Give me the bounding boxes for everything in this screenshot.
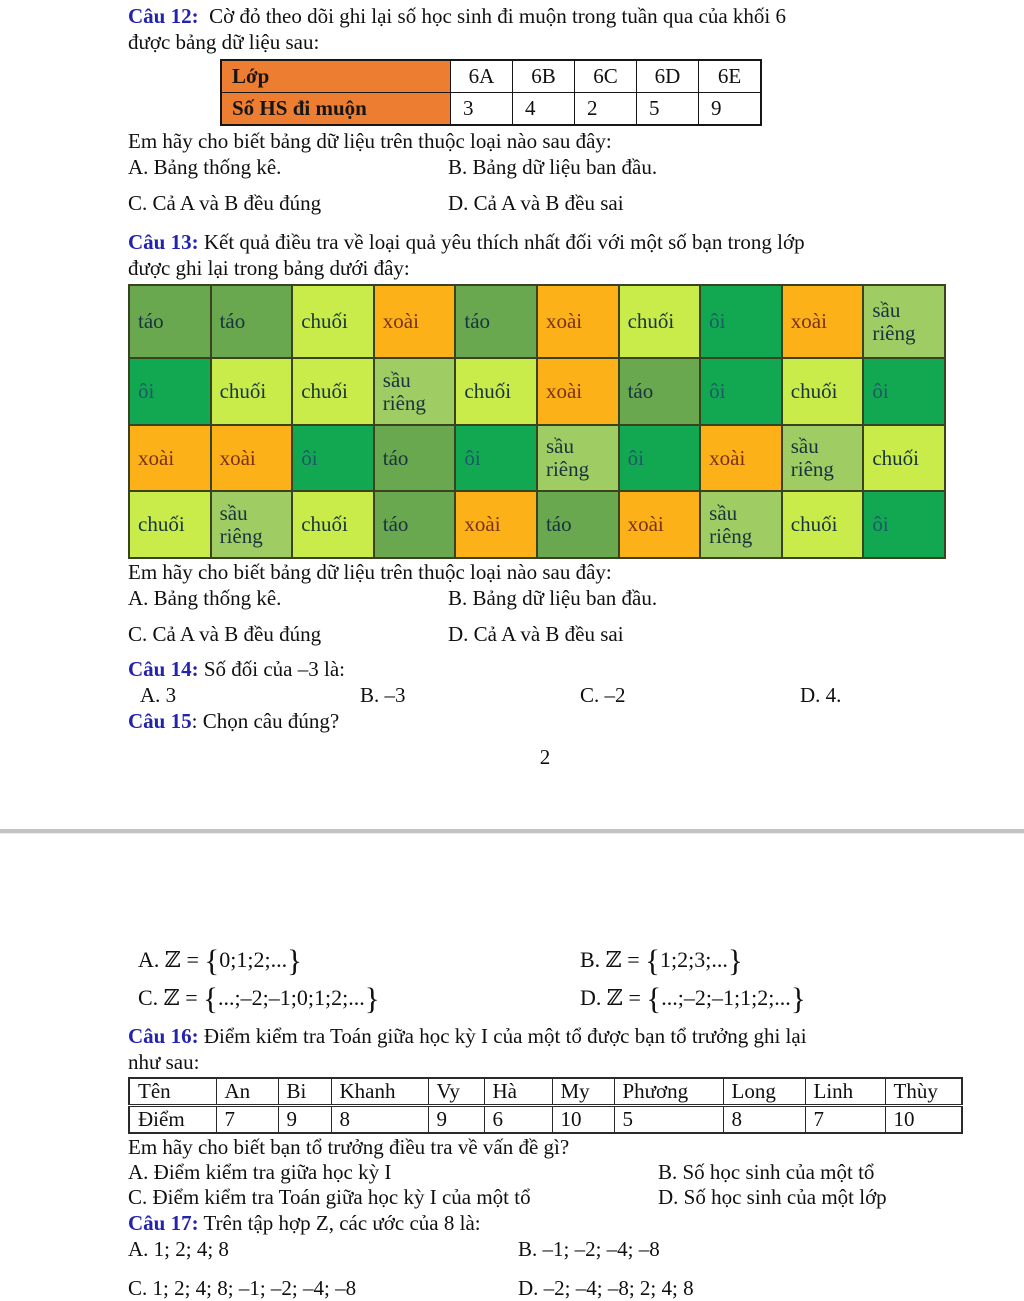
fruit-cell-xoai: xoài <box>455 491 537 558</box>
q12-value-cell: 6B <box>513 60 575 93</box>
q16-title-line1 <box>128 1023 962 1049</box>
fruit-cell-oi: ôi <box>863 358 945 425</box>
q16-score-header-cell: Điểm <box>129 1106 216 1134</box>
q16-name-cell: Vy <box>428 1078 484 1106</box>
fruit-cell-sau: sầu riêng <box>374 358 456 425</box>
q12-value-cell: 6E <box>699 60 762 93</box>
answer-option: C. –2 <box>580 683 626 707</box>
answer-option: A. Bảng thống kê. <box>128 155 282 179</box>
q12-label: Câu 12: <box>128 4 199 28</box>
q14-text: Số đối của –3 là: <box>203 657 345 681</box>
fruit-cell-tao: táo <box>211 285 293 358</box>
answer-option: D. –2; –4; –8; 2; 4; 8 <box>518 1276 694 1300</box>
answer-option: B. Số học sinh của một tổ <box>658 1160 875 1184</box>
answer-option-set: B. ℤ = {1;2;3;...} <box>580 943 743 978</box>
q16-score-cell: 9 <box>278 1106 331 1134</box>
fruit-cell-oi: ôi <box>129 358 211 425</box>
answer-option: B. Bảng dữ liệu ban đầu. <box>448 586 658 610</box>
fruit-cell-sau: sầu riêng <box>537 425 619 491</box>
q12-value-cell: 6D <box>637 60 699 93</box>
page-number: 2 <box>539 745 551 769</box>
q12-value-cell: 9 <box>699 93 762 126</box>
answer-option-set: A. ℤ = {0;1;2;...} <box>138 943 302 978</box>
fruit-cell-sau: sầu riêng <box>211 491 293 558</box>
answer-option: A. Điểm kiểm tra giữa học kỳ I <box>128 1160 392 1184</box>
q15-label: Câu 15 <box>128 709 192 733</box>
q16-score-cell: 7 <box>805 1106 885 1134</box>
fruit-cell-chuoi: chuối <box>211 358 293 425</box>
fruit-cell-chuoi: chuối <box>129 491 211 558</box>
fruit-cell-oi: ôi <box>700 358 782 425</box>
fruit-cell-xoai: xoài <box>374 285 456 358</box>
q16-label: Câu 16: <box>128 1024 199 1048</box>
fruit-cell-chuoi: chuối <box>292 491 374 558</box>
fruit-cell-oi: ôi <box>863 491 945 558</box>
q13-prompt: Em hãy cho biết bảng dữ liệu trên thuộc loại nào sau đây: <box>128 560 612 584</box>
q16-options <box>128 1160 962 1210</box>
fruit-cell-oi: ôi <box>619 425 701 491</box>
fruit-cell-xoai: xoài <box>619 491 701 558</box>
fruit-cell-tao: táo <box>537 491 619 558</box>
q16-name-cell: Bi <box>278 1078 331 1106</box>
q13-title-text: Kết quả điều tra về loại quả yêu thích nhất đối với một số bạn trong lớp <box>203 230 805 254</box>
q16-score-cell: 9 <box>428 1106 484 1134</box>
q17-title <box>128 1210 962 1236</box>
fruit-cell-sau: sầu riêng <box>782 425 864 491</box>
answer-option: A. 3 <box>140 683 177 707</box>
fruit-cell-chuoi: chuối <box>619 285 701 358</box>
answer-option: C. Cả A và B đều đúng <box>128 622 322 646</box>
answer-option: D. Số học sinh của một lớp <box>658 1185 887 1209</box>
q17-label: Câu 17: <box>128 1211 199 1235</box>
q16-prompt: Em hãy cho biết bạn tổ trưởng điều tra về vấn đề gì? <box>128 1135 570 1159</box>
answer-option: B. –3 <box>360 683 406 707</box>
q16-name-cell: Khanh <box>331 1078 428 1106</box>
q16-name-cell: Thùy <box>885 1078 962 1106</box>
q16-name-cell: An <box>216 1078 278 1106</box>
fruit-cell-oi: ôi <box>292 425 374 491</box>
fruit-cell-xoai: xoài <box>211 425 293 491</box>
q12-value-cell: 5 <box>637 93 699 126</box>
q12-row-header-cell: Lớp <box>221 60 451 93</box>
page3-content <box>0 938 1024 1301</box>
q16-name-header-cell: Tên <box>129 1078 216 1106</box>
fruit-cell-tao: táo <box>129 285 211 358</box>
q13-title-line1 <box>128 229 962 255</box>
q17-options <box>128 1236 962 1301</box>
q16-score-cell: 7 <box>216 1106 278 1134</box>
answer-option: D. Cả A và B đều sai <box>448 191 624 215</box>
q12-prompt: Em hãy cho biết bảng dữ liệu trên thuộc loại nào sau đây: <box>128 129 612 153</box>
q12-value-cell: 2 <box>575 93 637 126</box>
q15-title <box>128 708 962 734</box>
q12-table <box>220 59 762 126</box>
q12-title-line2: được bảng dữ liệu sau: <box>128 30 320 54</box>
q12-title-text: Cờ đỏ theo dõi ghi lại số học sinh đi muộn trong tuần qua của khối 6 <box>209 4 786 28</box>
answer-option: A. 1; 2; 4; 8 <box>128 1237 229 1261</box>
answer-option: B. –1; –2; –4; –8 <box>518 1237 660 1261</box>
q16-score-cell: 8 <box>331 1106 428 1134</box>
fruit-cell-sau: sầu riêng <box>863 285 945 358</box>
q15-options <box>128 945 962 1014</box>
q17-text: Trên tập hợp Z, các ước của 8 là: <box>203 1211 481 1235</box>
answer-option-set: C. ℤ = {...;–2;–1;0;1;2;...} <box>138 981 380 1016</box>
fruit-table <box>128 284 946 559</box>
answer-option-set: D. ℤ = {...;–2;–1;1;2;...} <box>580 981 806 1016</box>
q12-value-cell: 4 <box>513 93 575 126</box>
q12-options <box>128 154 962 216</box>
fruit-cell-chuoi: chuối <box>292 358 374 425</box>
q16-score-cell: 6 <box>484 1106 552 1134</box>
answer-option: C. Cả A và B đều đúng <box>128 191 322 215</box>
fruit-cell-chuoi: chuối <box>782 491 864 558</box>
q13-title-line2: được ghi lại trong bảng dưới đây: <box>128 256 410 280</box>
fruit-cell-xoai: xoài <box>782 285 864 358</box>
q15-text: : Chọn câu đúng? <box>191 709 340 733</box>
fruit-cell-oi: ôi <box>455 425 537 491</box>
q16-name-cell: My <box>552 1078 614 1106</box>
q16-name-cell: Long <box>723 1078 805 1106</box>
q16-score-cell: 5 <box>614 1106 723 1134</box>
fruit-cell-xoai: xoài <box>537 285 619 358</box>
fruit-cell-chuoi: chuối <box>455 358 537 425</box>
fruit-cell-chuoi: chuối <box>863 425 945 491</box>
page2-content <box>128 0 962 770</box>
fruit-cell-tao: táo <box>374 491 456 558</box>
fruit-cell-chuoi: chuối <box>292 285 374 358</box>
q13-options <box>128 585 962 647</box>
fruit-cell-xoai: xoài <box>700 425 782 491</box>
q16-name-cell: Phương <box>614 1078 723 1106</box>
q16-score-cell: 10 <box>552 1106 614 1134</box>
q12-value-cell: 6A <box>451 60 513 93</box>
q12-row-header-cell: Số HS đi muộn <box>221 93 451 126</box>
q13-label: Câu 13: <box>128 230 199 254</box>
q14-title <box>128 656 962 682</box>
q16-name-cell: Linh <box>805 1078 885 1106</box>
answer-option: B. Bảng dữ liệu ban đầu. <box>448 155 658 179</box>
q12-title-line1 <box>128 3 962 29</box>
fruit-cell-tao: táo <box>619 358 701 425</box>
fruit-cell-xoai: xoài <box>129 425 211 491</box>
q16-table <box>128 1077 963 1134</box>
page-break-divider <box>0 829 1024 834</box>
q16-score-cell: 8 <box>723 1106 805 1134</box>
q12-value-cell: 3 <box>451 93 513 126</box>
q16-score-cell: 10 <box>885 1106 962 1134</box>
fruit-cell-tao: táo <box>455 285 537 358</box>
q16-title-text: Điểm kiểm tra Toán giữa học kỳ I của một tổ được bạn tổ trưởng ghi lại <box>203 1024 807 1048</box>
fruit-cell-sau: sầu riêng <box>700 491 782 558</box>
answer-option: C. Điểm kiểm tra Toán giữa học kỳ I của một tổ <box>128 1185 531 1209</box>
q16-name-cell: Hà <box>484 1078 552 1106</box>
q14-label: Câu 14: <box>128 657 199 681</box>
answer-option: A. Bảng thống kê. <box>128 586 282 610</box>
q12-value-cell: 6C <box>575 60 637 93</box>
answer-option: D. 4. <box>800 683 842 707</box>
q16-title-line2: như sau: <box>128 1050 200 1074</box>
answer-option: C. 1; 2; 4; 8; –1; –2; –4; –8 <box>128 1276 357 1300</box>
fruit-cell-tao: táo <box>374 425 456 491</box>
fruit-cell-chuoi: chuối <box>782 358 864 425</box>
q14-options <box>128 682 962 708</box>
fruit-cell-xoai: xoài <box>537 358 619 425</box>
fruit-cell-oi: ôi <box>700 285 782 358</box>
answer-option: D. Cả A và B đều sai <box>448 622 624 646</box>
